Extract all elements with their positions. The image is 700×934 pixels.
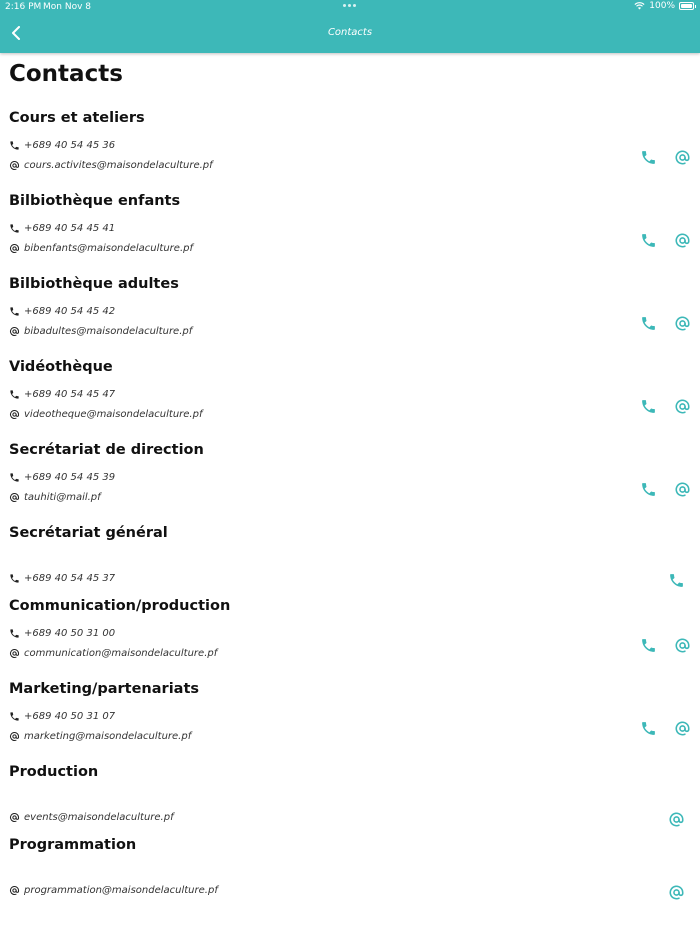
contact-email — [9, 326, 192, 337]
email-address: bibenfants@maisondelaculture.pf — [24, 243, 193, 254]
at-sign-icon — [9, 326, 20, 337]
at-sign-icon — [668, 884, 685, 901]
contact-email — [9, 409, 202, 420]
contact-phone — [9, 306, 115, 317]
phone-icon — [640, 720, 657, 737]
email-button[interactable] — [671, 146, 693, 168]
phone-icon — [9, 223, 20, 234]
call-button[interactable] — [637, 634, 659, 656]
contact-name: Production — [9, 764, 99, 780]
phone-number: +689 40 50 31 07 — [24, 711, 116, 722]
at-sign-icon — [674, 232, 691, 249]
page-title: Contacts — [9, 61, 123, 87]
at-sign-icon — [9, 492, 20, 503]
email-address: programmation@maisondelaculture.pf — [24, 885, 218, 896]
email-address: marketing@maisondelaculture.pf — [24, 731, 192, 742]
email-address: events@maisondelaculture.pf — [24, 812, 174, 823]
at-sign-icon — [9, 243, 20, 254]
contact-email — [9, 492, 101, 503]
contact-email — [9, 731, 191, 742]
email-button[interactable] — [671, 634, 693, 656]
call-button[interactable] — [665, 569, 687, 591]
status-time: 2:16 PM — [5, 2, 42, 12]
nav-title: Contacts — [327, 27, 373, 38]
at-sign-icon — [9, 812, 20, 823]
phone-icon — [668, 572, 685, 589]
phone-icon — [9, 573, 20, 584]
multitasking-dots-icon[interactable] — [343, 4, 356, 7]
contact-email — [9, 160, 213, 171]
call-button[interactable] — [637, 717, 659, 739]
phone-icon — [640, 315, 657, 332]
call-button[interactable] — [637, 312, 659, 334]
email-button[interactable] — [665, 881, 687, 903]
phone-number: +689 40 54 45 36 — [24, 140, 116, 151]
battery-percent: 100% — [649, 1, 675, 11]
wifi-icon — [634, 2, 645, 10]
email-button[interactable] — [671, 312, 693, 334]
contact-name: Secrétariat de direction — [9, 442, 204, 458]
phone-number: +689 40 54 45 41 — [24, 223, 116, 234]
contact-phone — [9, 389, 115, 400]
phone-number: +689 40 54 45 47 — [24, 389, 116, 400]
phone-icon — [9, 306, 20, 317]
phone-icon — [640, 398, 657, 415]
at-sign-icon — [674, 398, 691, 415]
phone-icon — [9, 472, 20, 483]
email-button[interactable] — [671, 478, 693, 500]
contact-phone — [9, 472, 115, 483]
email-address: videotheque@maisondelaculture.pf — [24, 409, 203, 420]
phone-number: +689 40 54 45 42 — [24, 306, 116, 317]
contact-name: Cours et ateliers — [9, 110, 145, 126]
contact-email — [9, 812, 174, 823]
call-button[interactable] — [637, 395, 659, 417]
email-button[interactable] — [671, 717, 693, 739]
at-sign-icon — [674, 637, 691, 654]
call-button[interactable] — [637, 478, 659, 500]
status-date: Mon Nov 8 — [43, 2, 91, 12]
contact-name: Bilbiothèque enfants — [9, 193, 181, 209]
phone-icon — [640, 149, 657, 166]
call-button[interactable] — [637, 146, 659, 168]
at-sign-icon — [674, 720, 691, 737]
at-sign-icon — [9, 409, 20, 420]
at-sign-icon — [674, 149, 691, 166]
phone-number: +689 40 54 45 37 — [24, 573, 116, 584]
phone-icon — [640, 637, 657, 654]
at-sign-icon — [9, 160, 20, 171]
at-sign-icon — [674, 481, 691, 498]
contact-email — [9, 648, 217, 659]
email-button[interactable] — [671, 395, 693, 417]
status-bar — [0, 0, 700, 14]
contact-name: Vidéothèque — [9, 359, 113, 375]
contact-name: Bilbiothèque adultes — [9, 276, 179, 292]
contact-name: Secrétariat général — [9, 525, 168, 541]
contact-phone — [9, 223, 115, 234]
call-button[interactable] — [637, 229, 659, 251]
contact-name: Programmation — [9, 837, 137, 853]
contact-phone — [9, 140, 115, 151]
phone-icon — [640, 232, 657, 249]
email-address: cours.activites@maisondelaculture.pf — [24, 160, 213, 171]
contact-phone — [9, 628, 115, 639]
contact-phone — [9, 711, 115, 722]
phone-icon — [9, 711, 20, 722]
phone-icon — [9, 140, 20, 151]
at-sign-icon — [674, 315, 691, 332]
phone-icon — [640, 481, 657, 498]
contact-email — [9, 243, 193, 254]
contact-phone — [9, 573, 115, 584]
phone-icon — [9, 628, 20, 639]
navigation-bar — [0, 0, 700, 53]
email-button[interactable] — [671, 229, 693, 251]
phone-number: +689 40 50 31 00 — [24, 628, 116, 639]
at-sign-icon — [668, 811, 685, 828]
at-sign-icon — [9, 731, 20, 742]
email-address: communication@maisondelaculture.pf — [24, 648, 218, 659]
email-address: tauhiti@mail.pf — [24, 492, 101, 503]
email-address: bibadultes@maisondelaculture.pf — [24, 326, 193, 337]
battery-icon — [679, 2, 694, 10]
phone-icon — [9, 389, 20, 400]
contact-email — [9, 885, 218, 896]
email-button[interactable] — [665, 808, 687, 830]
contact-name: Communication/production — [9, 598, 231, 614]
at-sign-icon — [9, 885, 20, 896]
contact-name: Marketing/partenariats — [9, 681, 200, 697]
at-sign-icon — [9, 648, 20, 659]
phone-number: +689 40 54 45 39 — [24, 472, 116, 483]
